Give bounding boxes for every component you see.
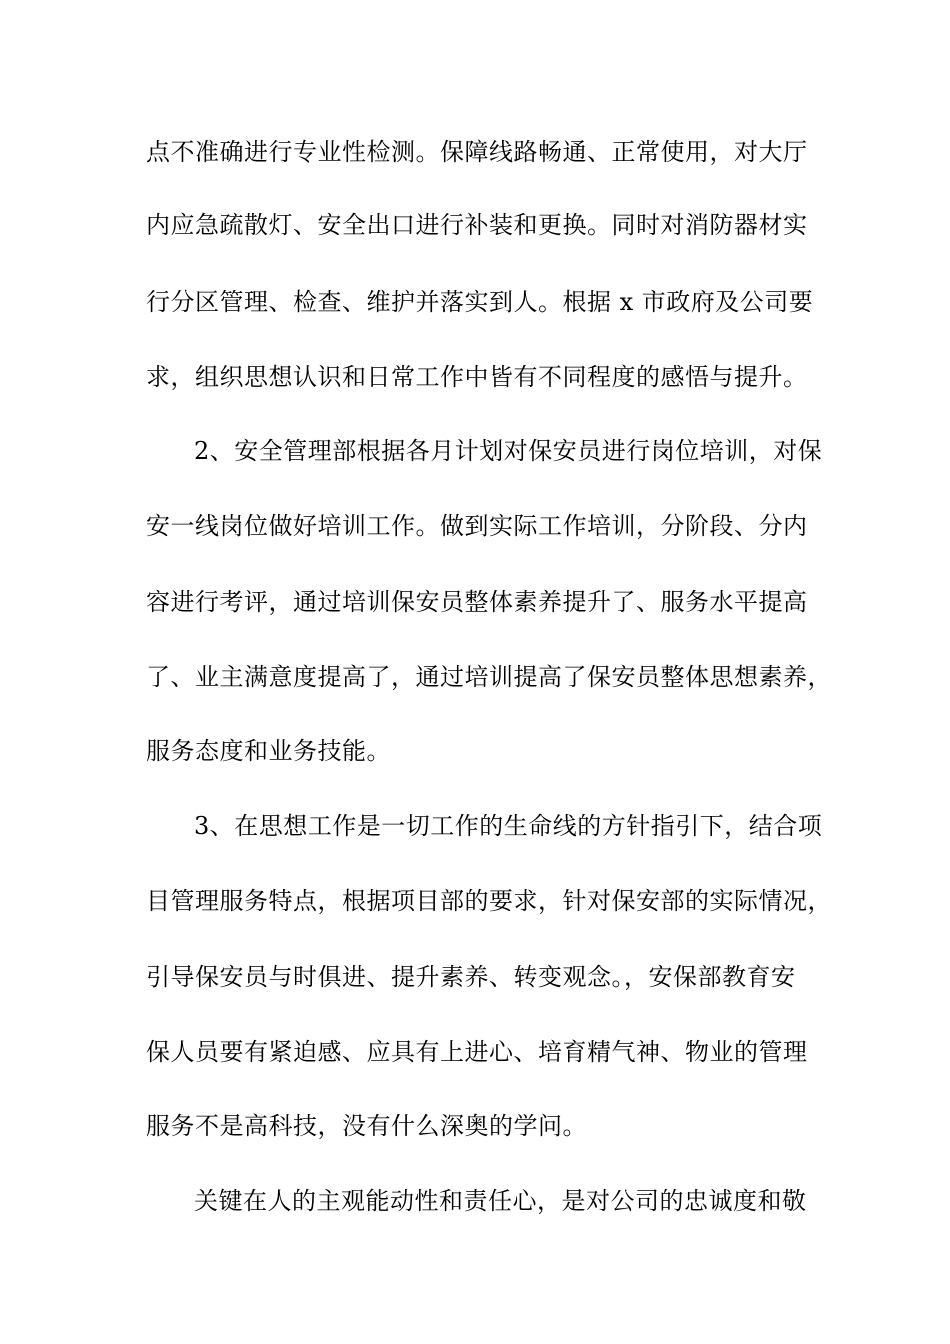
paragraph-4-line-1: 关键在人的主观能动性和责任心，是对公司的忠诚度和敬: [194, 1187, 807, 1215]
text-line-8: 了、业主满意度提高了，通过培训提高了保安员整体思想素养，: [146, 663, 832, 691]
text-line-14: 服务不是高科技，没有什么深奥的学问。: [146, 1112, 587, 1140]
text-line-9: 服务态度和业务技能。: [146, 737, 391, 765]
text-line-13: 保人员要有紧迫感、应具有上进心、培育精气神、物业的管理: [146, 1038, 808, 1066]
paragraph-3-line-1: 3、在思想工作是一切工作的生命线的方针指引下，结合项: [194, 812, 823, 840]
text-line-4: 求，组织思想认识和日常工作中皆有不同程度的感悟与提升。: [146, 363, 808, 391]
text-line-1: 点不准确进行专业性检测。保障线路畅通、正常使用，对大厅: [146, 138, 808, 166]
text-line-12: 引导保安员与时俱进、提升素养、转变观念。，安保部教育安: [146, 963, 796, 991]
text-line-6: 安一线岗位做好培训工作。做到实际工作培训，分阶段、分内: [146, 512, 808, 540]
text-line-2: 内应急疏散灯、安全出口进行补装和更换。同时对消防器材实: [146, 211, 808, 239]
text-line-7: 容进行考评，通过培训保安员整体素养提升了、服务水平提高: [146, 588, 808, 616]
text-line-11: 目管理服务特点，根据项目部的要求，针对保安部的实际情况，: [146, 887, 832, 915]
paragraph-2-line-1: 2、安全管理部根据各月计划对保安员进行岗位培训，对保: [194, 437, 823, 465]
text-line-3: 行分区管理、检查、维护并落实到人。根据 x 市政府及公司要: [146, 288, 814, 316]
